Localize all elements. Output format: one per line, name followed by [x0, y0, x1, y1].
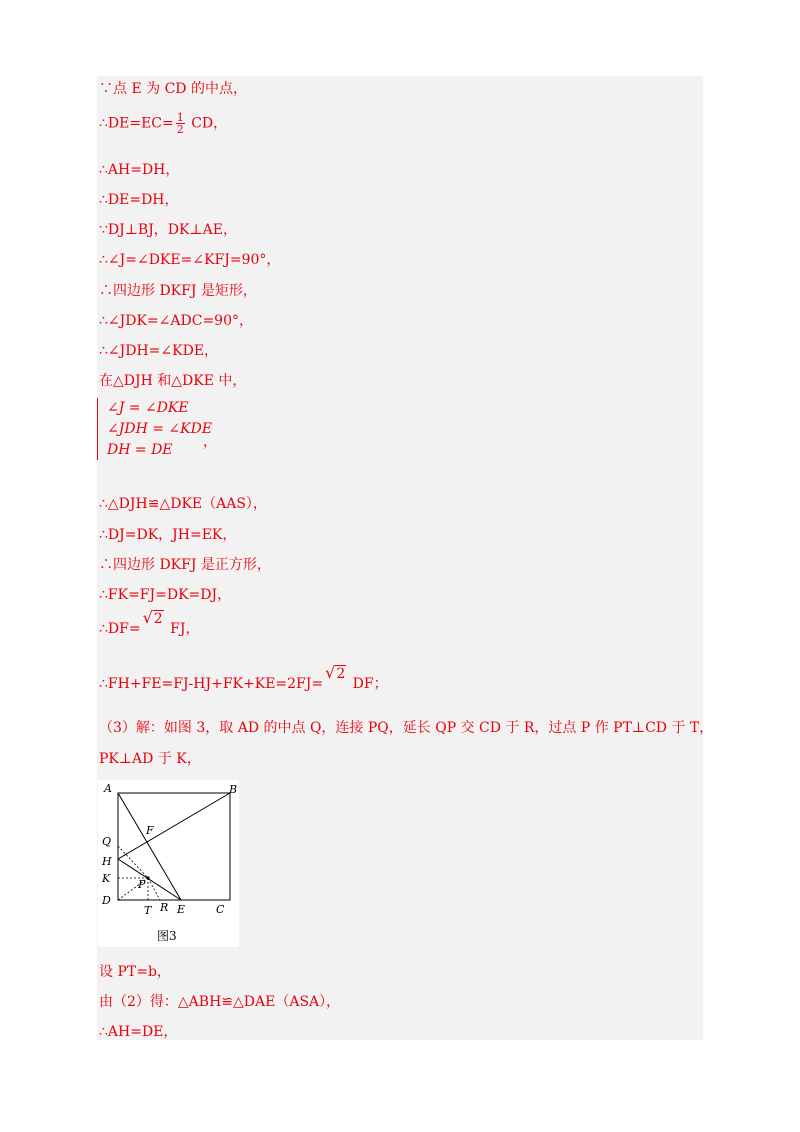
text-line: 由（2）得：△ABH≌△DAE（ASA），	[99, 994, 341, 1010]
segment-ae	[118, 793, 181, 900]
label-p: P	[138, 878, 146, 891]
text-line-sqrt: ∴DF=√2 FJ，	[99, 608, 200, 637]
text-line: 在△DJH 和△DKE 中，	[99, 373, 247, 389]
text-line: ∴AH=DE，	[99, 1024, 178, 1040]
text-line: ∵DJ⊥BJ，DK⊥AE，	[99, 222, 237, 238]
text-line: ∴DJ=DK，JH=EK，	[99, 527, 237, 543]
label-r: R	[160, 901, 169, 914]
text-line: PK⊥AD 于 K，	[99, 751, 201, 767]
segment-hb	[118, 793, 230, 859]
text-line: 设 PT=b，	[99, 964, 171, 980]
figure-svg	[98, 780, 239, 947]
system-line: DH = DE	[107, 442, 173, 458]
label-d: D	[102, 894, 111, 907]
label-k: K	[102, 872, 111, 885]
square-abcd	[118, 793, 230, 900]
system-trail: ，	[203, 434, 217, 450]
label-h: H	[102, 855, 112, 868]
system-line: ∠JDH = ∠KDE	[107, 421, 213, 437]
segment-pr	[148, 878, 160, 900]
text-line: ∴∠JDH=∠KDE，	[99, 343, 219, 359]
equation-system	[99, 398, 217, 461]
geometry-figure	[98, 780, 239, 947]
segment-he	[118, 859, 181, 900]
sqrt: √2	[325, 663, 346, 682]
figure-caption: 图3	[157, 929, 177, 943]
sqrt: √2	[142, 608, 163, 627]
text-line-sqrt: ∴FH+FE=FJ-HJ+FK+KE=2FJ=√2 DF；	[99, 663, 388, 692]
label-c: C	[216, 903, 225, 916]
text-line-fraction: ∴DE=EC= $\frac{1}{2}$ CD，	[99, 111, 228, 136]
text-line: ∴四边形 DKFJ 是正方形，	[99, 557, 271, 573]
label-t: T	[144, 904, 152, 917]
text-line: ∴四边形 DKFJ 是矩形，	[99, 283, 257, 299]
label-a: A	[104, 782, 112, 795]
text-line: ∴△DJH≌△DKE（AAS），	[99, 496, 267, 512]
text-line: ∴∠JDK=∠ADC=90°，	[99, 313, 253, 329]
brace	[97, 398, 106, 460]
text-line: （3）解：如图 3，取 AD 的中点 Q，连接 PQ，延长 QP 交 CD 于 R，过点 P 作 PT⊥CD 于 T，	[99, 720, 714, 736]
text-line: ∴FK=FJ=DK=DJ，	[99, 587, 232, 603]
text-line: ∴DE=DH，	[99, 192, 179, 208]
text-line: ∴∠J=∠DKE=∠KFJ=90°，	[99, 252, 281, 268]
text-line: ∴AH=DH，	[99, 162, 180, 178]
label-q: Q	[102, 835, 112, 848]
system-line: ∠J = ∠DKE	[107, 400, 189, 416]
label-e: E	[177, 903, 186, 916]
text-line: ∵点 E 为 CD 的中点，	[99, 81, 247, 97]
label-b: B	[229, 783, 238, 796]
point-p	[146, 876, 149, 879]
fraction: $\frac{1}{2}$	[176, 111, 184, 136]
label-f: F	[146, 824, 154, 837]
